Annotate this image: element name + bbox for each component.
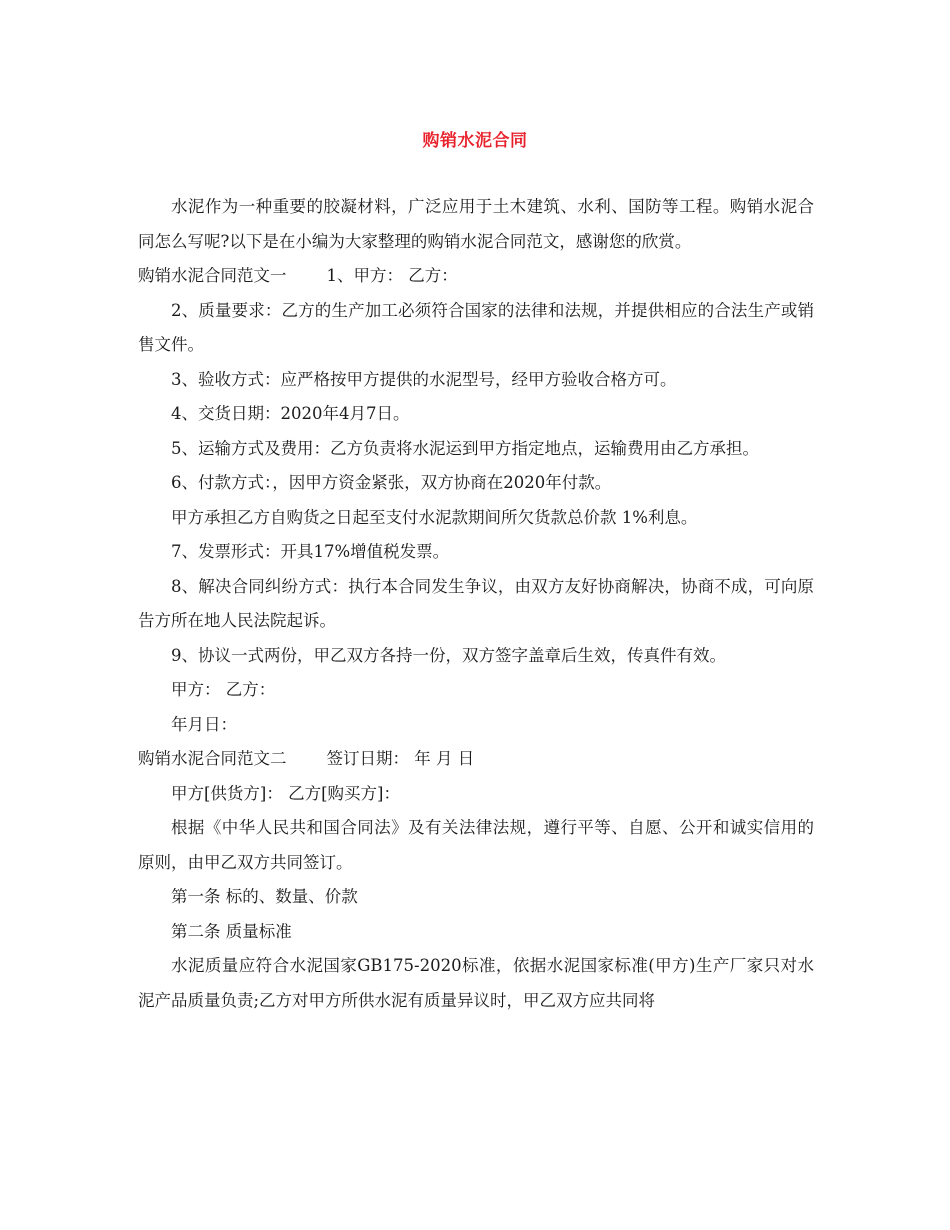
paragraph [138,466,814,501]
paragraph [138,294,814,363]
paragraph [138,777,814,812]
paragraph-text: 甲方[供货方]： 乙方[购买方]： [171,783,400,803]
paragraph-text: 购销水泥合同范文一 [138,266,287,285]
paragraph [138,259,814,294]
paragraph [138,639,814,674]
paragraph [138,673,814,708]
paragraph-text: 根据《中华人民共和国合同法》及有关法律法规，遵行平等、自愿、公开和诚实信用的原则，由甲乙双方共同签订。 [138,818,814,872]
document-body [138,190,814,1018]
paragraph-text: 第二条 质量标准 [171,921,292,941]
paragraph-tail-text: 1、甲方： 乙方： [326,266,458,285]
paragraph-tail-text: 签订日期： 年 月 日 [326,749,475,768]
paragraph-text: 水泥质量应符合水泥国家GB175-2020标准，依据水泥国家标准(甲方)生产厂家只对水泥产品质量负责;乙方对甲方所供水泥有质量异议时，甲乙双方应共同将 [138,956,814,1010]
paragraph [138,949,814,1018]
paragraph [138,708,814,743]
paragraph [138,915,814,950]
paragraph [138,397,814,432]
paragraph-text: 7、发票形式：开具17%增值税发票。 [171,542,450,561]
paragraph-text: 甲方： 乙方： [171,680,276,699]
paragraph [138,742,814,777]
paragraph [138,535,814,570]
paragraph-text: 3、验收方式：应严格按甲方提供的水泥型号，经甲方验收合格方可。 [171,369,677,389]
paragraph-text: 4、交货日期：2020年4月7日。 [171,404,410,423]
paragraph [138,570,814,639]
paragraph [138,190,814,259]
page-title: 购销水泥合同 [422,131,528,151]
paragraph-text: 第一条 标的、数量、价款 [171,887,358,906]
paragraph-text: 9、协议一式两份，甲乙双方各持一份，双方签字盖章后生效，传真件有效。 [171,645,726,665]
paragraph-text: 5、运输方式及费用：乙方负责将水泥运到甲方指定地点，运输费用由乙方承担。 [171,438,759,458]
paragraph [138,811,814,880]
paragraph-text: 2、质量要求：乙方的生产加工必须符合国家的法律和法规，并提供相应的合法生产或销售文件。 [138,300,814,354]
paragraph [138,363,814,398]
paragraph-text: 水泥作为一种重要的胶凝材料，广泛应用于土木建筑、水利、国防等工程。购销水泥合同怎么写呢?以下是在小编为大家整理的购销水泥合同范文，感谢您的欣赏。 [138,197,814,251]
paragraph [138,880,814,915]
paragraph-text: 购销水泥合同范文二 [138,749,287,768]
paragraph [138,501,814,536]
paragraph-text: 年月日： [171,714,237,734]
paragraph-text: 甲方承担乙方自购货之日起至支付水泥款期间所欠货款总价款 1%利息。 [171,507,698,527]
paragraph-text: 8、解决合同纠纷方式：执行本合同发生争议，由双方友好协商解决，协商不成，可向原告方所在地人民法院起诉。 [138,576,814,630]
paragraph [138,432,814,467]
paragraph-text: 6、付款方式：，因甲方资金紧张，双方协商在2020年付款。 [171,473,612,492]
